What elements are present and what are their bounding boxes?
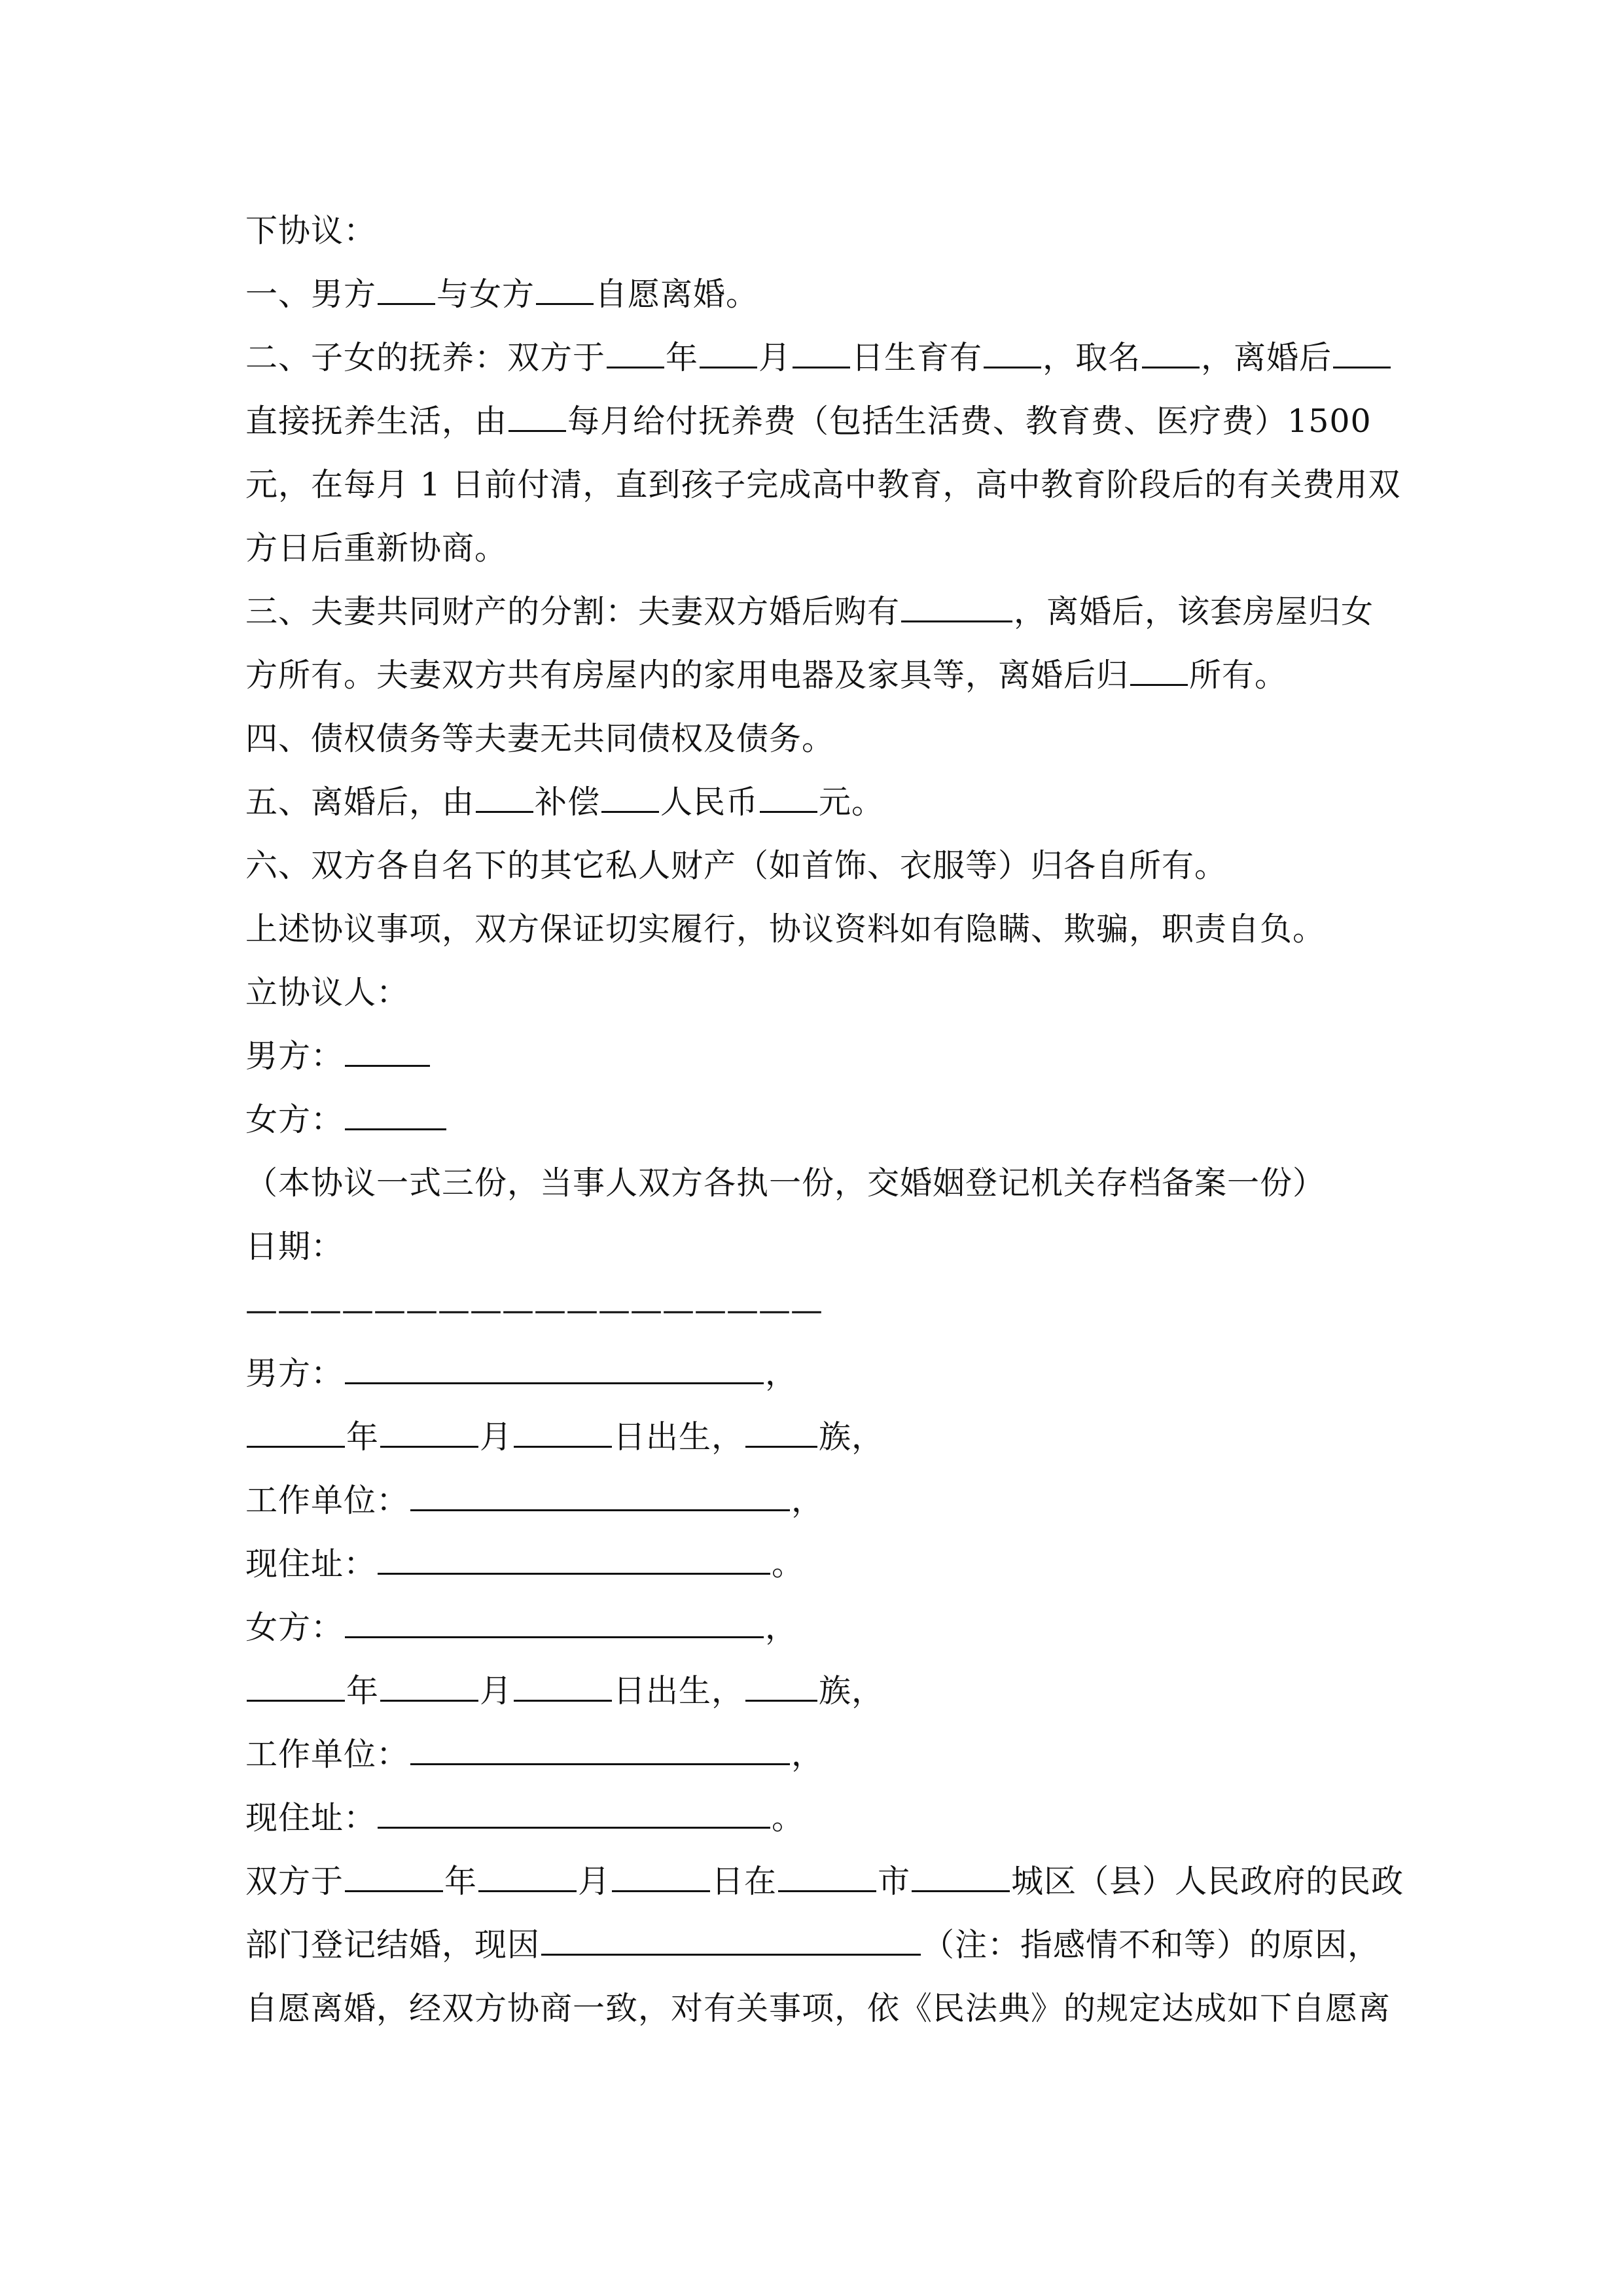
text-segment: （注：指感情不和等）的原因， <box>922 1926 1381 1964</box>
text-segment: 方所有。夫妻双方共有房屋内的家用电器及家具等，离婚后归 <box>245 656 1130 694</box>
text-segment: 日生育有 <box>851 339 983 376</box>
text-line <box>245 1155 1384 1219</box>
text-line <box>245 1854 1404 1917</box>
text-segment: ， <box>791 1482 825 1519</box>
text-line <box>245 330 1384 393</box>
fill-in-blank <box>612 1856 710 1892</box>
text-line <box>245 647 1384 711</box>
text-segment: 下协议： <box>245 212 377 249</box>
text-segment: 二、子女的抚养：双方于 <box>245 339 606 376</box>
text-segment: 部门登记结婚，现因 <box>245 1926 541 1964</box>
agreement-body <box>245 203 1404 2044</box>
text-segment: 直接抚养生活，由 <box>245 403 508 440</box>
text-segment: ， <box>791 1736 825 1773</box>
text-segment: 年 <box>666 339 699 376</box>
fill-in-blank <box>514 1412 612 1448</box>
text-line <box>245 1917 1384 1981</box>
text-segment: 与女方 <box>437 276 535 313</box>
fill-in-blank <box>345 1094 446 1130</box>
fill-in-blank <box>760 777 817 813</box>
fill-in-blank <box>380 1666 478 1702</box>
fill-in-blank <box>378 1539 770 1575</box>
fill-in-blank <box>247 1666 345 1702</box>
text-line <box>245 965 1384 1028</box>
text-line <box>245 584 1384 647</box>
fill-in-blank <box>476 777 533 813</box>
text-segment: 城区（县）人民政府的民政 <box>1011 1863 1404 1900</box>
fill-in-blank <box>508 396 566 432</box>
text-segment: 月 <box>480 1672 513 1710</box>
text-line <box>245 1790 1384 1854</box>
text-segment: 双方于 <box>245 1863 344 1900</box>
text-line <box>245 1219 1384 1282</box>
text-segment: 族， <box>819 1672 885 1710</box>
text-segment: 上述协议事项，双方保证切实履行，协议资料如有隐瞒、欺骗，职责自负。 <box>245 910 1326 948</box>
text-segment: ， <box>765 1355 798 1392</box>
fill-in-blank <box>410 1475 790 1511</box>
text-line <box>245 774 1384 838</box>
fill-in-blank <box>984 332 1041 368</box>
text-segment: 男方： <box>245 1355 344 1392</box>
text-segment: 三、夫妻共同财产的分割：夫妻双方婚后购有 <box>245 593 901 630</box>
text-segment: 四、债权债务等夫妻无共同债权及债务。 <box>245 720 835 757</box>
text-segment: 元，在每月 1 日前付清，直到孩子完成高中教育，高中教育阶段后的有关费用双 <box>245 466 1401 503</box>
text-segment: 补偿 <box>535 783 601 821</box>
text-segment: 所有。 <box>1189 656 1288 694</box>
text-segment: 月 <box>578 1863 611 1900</box>
fill-in-blank <box>745 1412 817 1448</box>
fill-in-blank <box>514 1666 612 1702</box>
text-line <box>245 1282 1384 1346</box>
text-segment: 工作单位： <box>245 1736 410 1773</box>
text-line <box>245 203 1384 266</box>
text-segment: （本协议一式三份，当事人双方各执一份，交婚姻登记机关存档备案一份） <box>245 1164 1326 1202</box>
text-line <box>245 1028 1384 1092</box>
fill-in-blank <box>1142 332 1200 368</box>
fill-in-blank <box>1130 650 1188 686</box>
text-segment: 市 <box>878 1863 911 1900</box>
text-segment: 一、男方 <box>245 276 377 313</box>
text-segment: 月 <box>480 1418 513 1456</box>
text-segment: 六、双方各自名下的其它私人财产（如首饰、衣服等）归各自所有。 <box>245 847 1228 884</box>
text-segment: 立协议人： <box>245 974 410 1011</box>
fill-in-blank <box>607 332 664 368</box>
text-segment: 日出生， <box>613 1672 745 1710</box>
fill-in-blank <box>345 1602 764 1638</box>
fill-in-blank <box>912 1856 1010 1892</box>
text-line <box>245 457 1401 520</box>
fill-in-blank <box>478 1856 577 1892</box>
text-line <box>245 1092 1384 1155</box>
text-segment: 。 <box>772 1799 805 1837</box>
text-segment: 日在 <box>711 1863 777 1900</box>
text-line <box>245 1409 1384 1473</box>
fill-in-blank <box>345 1031 430 1067</box>
fill-in-blank <box>700 332 757 368</box>
fill-in-blank <box>901 586 1012 622</box>
text-segment: 每月给付抚养费（包括生活费、教育费、医疗费）1500 <box>567 403 1372 440</box>
text-segment: 年 <box>444 1863 478 1900</box>
separator-rule: —————————————————— <box>245 1291 823 1329</box>
text-line <box>245 711 1384 774</box>
text-segment: ，离婚后 <box>1201 339 1332 376</box>
text-line <box>245 1981 1391 2044</box>
fill-in-blank <box>380 1412 478 1448</box>
fill-in-blank <box>378 269 435 305</box>
fill-in-blank <box>778 1856 876 1892</box>
text-line <box>245 1600 1384 1663</box>
text-line <box>245 1663 1384 1727</box>
text-segment: ， <box>765 1609 798 1646</box>
text-segment: ，离婚后，该套房屋归女 <box>1014 593 1374 630</box>
text-segment: 现住址： <box>245 1799 377 1837</box>
fill-in-blank <box>745 1666 817 1702</box>
fill-in-blank <box>536 269 594 305</box>
text-segment: ，取名 <box>1043 339 1141 376</box>
text-line <box>245 1346 1384 1409</box>
text-segment: 日期： <box>245 1228 344 1265</box>
text-segment: 人民币 <box>660 783 759 821</box>
text-segment: 现住址： <box>245 1545 377 1583</box>
text-segment: 方日后重新协商。 <box>245 529 508 567</box>
text-line <box>245 901 1384 965</box>
text-segment: 族， <box>819 1418 885 1456</box>
fill-in-blank <box>1333 332 1391 368</box>
text-line <box>245 266 1384 330</box>
text-segment: 女方： <box>245 1609 344 1646</box>
text-segment: 工作单位： <box>245 1482 410 1519</box>
fill-in-blank <box>541 1920 921 1956</box>
text-line <box>245 1473 1384 1536</box>
text-line <box>245 393 1384 457</box>
text-line <box>245 520 1384 584</box>
fill-in-blank <box>378 1793 770 1829</box>
fill-in-blank <box>345 1856 443 1892</box>
text-line <box>245 1727 1384 1790</box>
fill-in-blank <box>793 332 850 368</box>
text-segment: 五、离婚后，由 <box>245 783 475 821</box>
fill-in-blank <box>410 1729 790 1765</box>
text-segment: 自愿离婚，经双方协商一致，对有关事项，依《民法典》的规定达成如下自愿离 <box>245 1990 1391 2027</box>
fill-in-blank <box>601 777 659 813</box>
text-segment: 。 <box>772 1545 805 1583</box>
text-segment: 年 <box>346 1672 380 1710</box>
fill-in-blank <box>247 1412 345 1448</box>
text-segment: 月 <box>758 339 792 376</box>
text-line <box>245 1536 1384 1600</box>
text-segment: 元。 <box>819 783 885 821</box>
text-segment: 女方： <box>245 1101 344 1138</box>
text-segment: 男方： <box>245 1037 344 1075</box>
text-line <box>245 838 1384 901</box>
text-segment: 日出生， <box>613 1418 745 1456</box>
text-segment: 自愿离婚。 <box>595 276 759 313</box>
text-segment: 年 <box>346 1418 380 1456</box>
fill-in-blank <box>345 1348 764 1384</box>
